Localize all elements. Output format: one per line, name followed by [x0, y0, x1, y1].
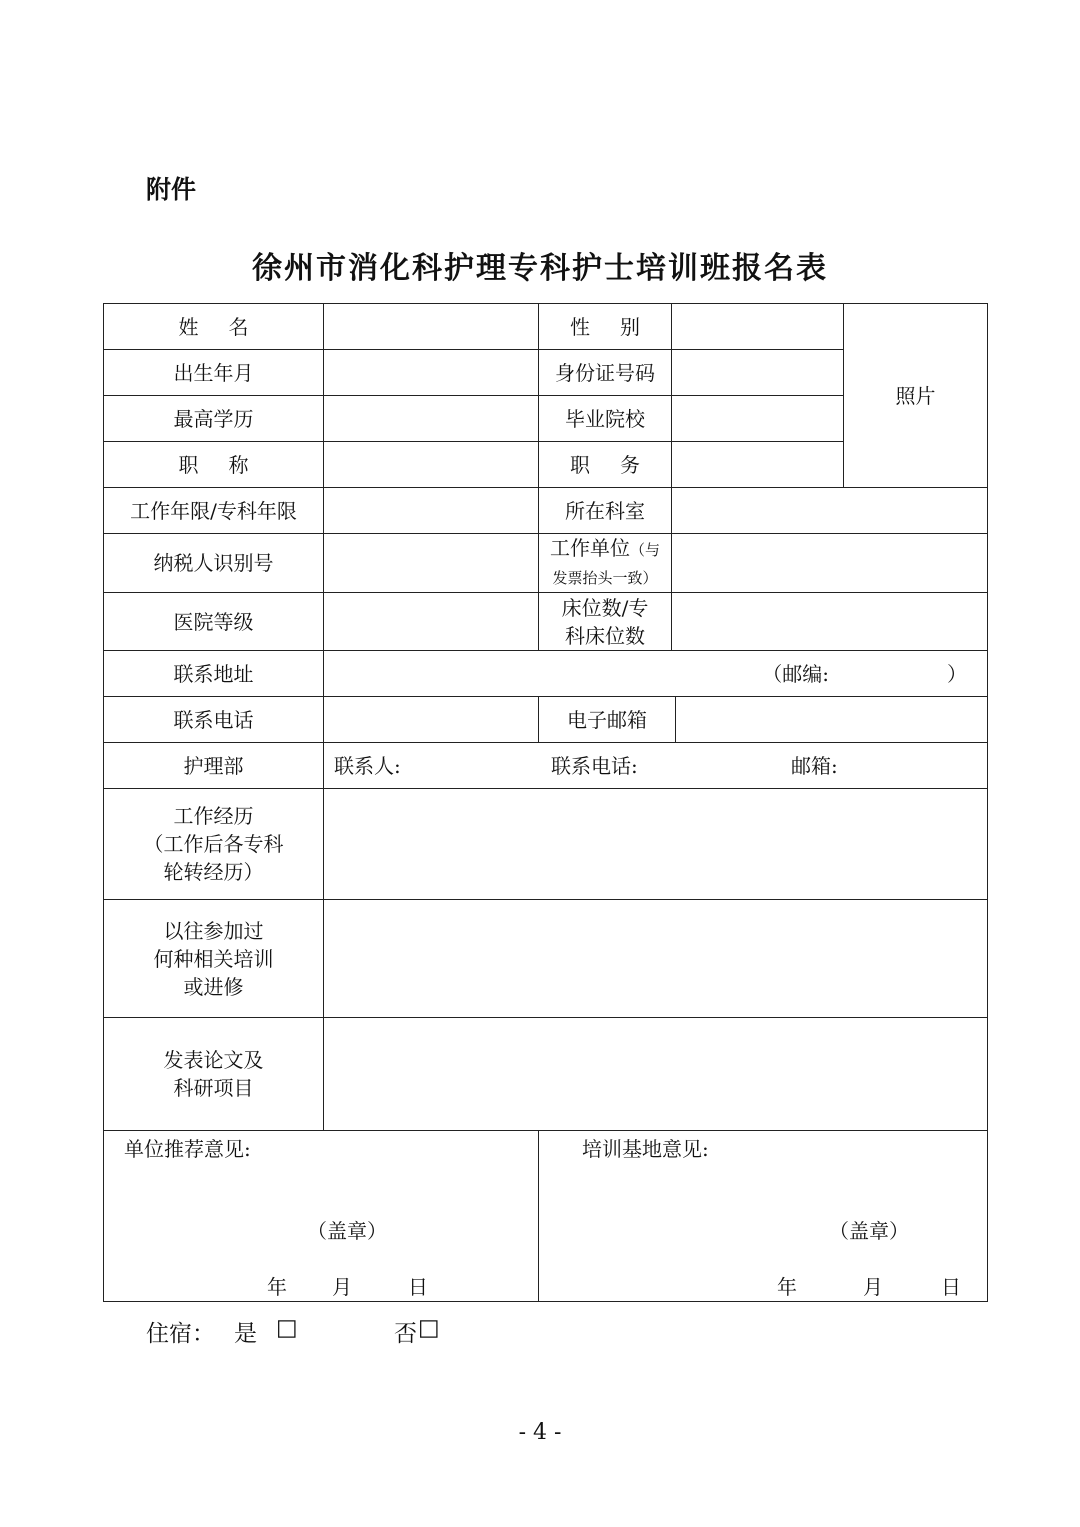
accommodation-yes-label: 是 [234, 1321, 257, 1347]
school-label: 毕业院校 [539, 396, 672, 442]
papers-line2: 科研项目 [173, 1076, 254, 1100]
papers-line1: 发表论文及 [163, 1048, 264, 1072]
nursing-dept-field[interactable] [324, 743, 988, 789]
email-field[interactable] [676, 697, 988, 743]
employer-label [539, 534, 672, 593]
department-field[interactable] [672, 488, 988, 534]
postcode-close: ） [947, 661, 967, 686]
phone-label: 联系电话 [104, 697, 324, 743]
beds-field[interactable] [672, 593, 988, 651]
nursing-contact-label: 联系人: [334, 753, 401, 778]
id-number-field[interactable] [672, 350, 844, 396]
hospital-level-field[interactable] [324, 593, 539, 651]
base-month-label: 月 [863, 1275, 883, 1299]
papers-label [104, 1018, 324, 1131]
department-label: 所在科室 [539, 488, 672, 534]
postcode-label: （邮编: [762, 661, 829, 686]
employer-label-text: 工作单位 [549, 536, 630, 560]
training-field[interactable] [324, 900, 988, 1018]
birth-field[interactable] [324, 350, 539, 396]
base-year-label: 年 [777, 1275, 797, 1299]
postcode-hint [762, 660, 967, 688]
email-label: 电子邮箱 [539, 697, 676, 743]
position-label: 职务 [539, 442, 672, 488]
beds-label [539, 593, 672, 651]
gender-field[interactable] [672, 304, 844, 350]
registration-form [103, 303, 988, 1302]
education-label: 最高学历 [104, 396, 324, 442]
accommodation-label: 住宿： [146, 1321, 215, 1347]
address-field[interactable] [324, 651, 988, 697]
nursing-phone-label: 联系电话: [551, 753, 638, 778]
taxpayer-id-label: 纳税人识别号 [104, 534, 324, 593]
base-seal-label: （盖章） [829, 1219, 909, 1243]
accommodation-no-checkbox[interactable]: □ [418, 1315, 440, 1341]
beds-label-line1: 床位数/专 [561, 595, 649, 620]
hospital-level-label: 医院等级 [104, 593, 324, 651]
education-field[interactable] [324, 396, 539, 442]
professional-title-field[interactable] [324, 442, 539, 488]
unit-opinion-field[interactable] [104, 1131, 539, 1302]
base-day-label: 日 [941, 1275, 961, 1299]
training-line1: 以往参加过 [163, 918, 264, 943]
training-line3: 或进修 [183, 974, 244, 999]
accommodation-no-label: 否 [394, 1321, 417, 1347]
unit-opinion-label: 单位推荐意见: [124, 1137, 251, 1161]
phone-field[interactable] [324, 697, 539, 743]
form-title: 徐州市消化科护理专科护士培训班报名表 [252, 251, 828, 286]
professional-title-label: 职称 [104, 442, 324, 488]
unit-day-label: 日 [408, 1275, 428, 1299]
employer-note-line2: 发票抬头一致） [552, 569, 658, 587]
training-label [104, 900, 324, 1018]
birth-label: 出生年月 [104, 350, 324, 396]
work-history-field[interactable] [324, 789, 988, 900]
attachment-label: 附件 [146, 175, 197, 204]
accommodation-yes-checkbox[interactable]: □ [276, 1315, 298, 1341]
name-label: 姓名 [104, 304, 324, 350]
id-number-label: 身份证号码 [539, 350, 672, 396]
beds-label-line2: 科床位数 [565, 623, 645, 648]
work-history-line3: 轮转经历） [163, 860, 264, 884]
papers-field[interactable] [324, 1018, 988, 1131]
nursing-email-label: 邮箱: [791, 753, 838, 778]
work-years-field[interactable] [324, 488, 539, 534]
base-opinion-field[interactable] [539, 1131, 988, 1302]
position-field[interactable] [672, 442, 844, 488]
unit-seal-label: （盖章） [307, 1219, 387, 1243]
school-field[interactable] [672, 396, 844, 442]
taxpayer-id-field[interactable] [324, 534, 539, 593]
nursing-dept-label: 护理部 [104, 743, 324, 789]
page-number: - 4 - [518, 1420, 562, 1445]
work-history-label [104, 789, 324, 900]
base-opinion-label: 培训基地意见: [582, 1137, 709, 1161]
unit-month-label: 月 [332, 1275, 352, 1299]
unit-year-label: 年 [267, 1275, 287, 1299]
employer-field[interactable] [672, 534, 988, 593]
work-history-line1: 工作经历 [173, 804, 254, 828]
training-line2: 何种相关培训 [153, 946, 274, 971]
employer-note: （与 [629, 541, 660, 559]
name-field[interactable] [324, 304, 539, 350]
work-years-label: 工作年限/专科年限 [104, 488, 324, 534]
address-label: 联系地址 [104, 651, 324, 697]
photo-label: 照片 [895, 383, 936, 408]
gender-label: 性别 [539, 304, 672, 350]
work-history-line2: （工作后各专科 [143, 832, 284, 856]
photo-box[interactable] [844, 304, 988, 488]
